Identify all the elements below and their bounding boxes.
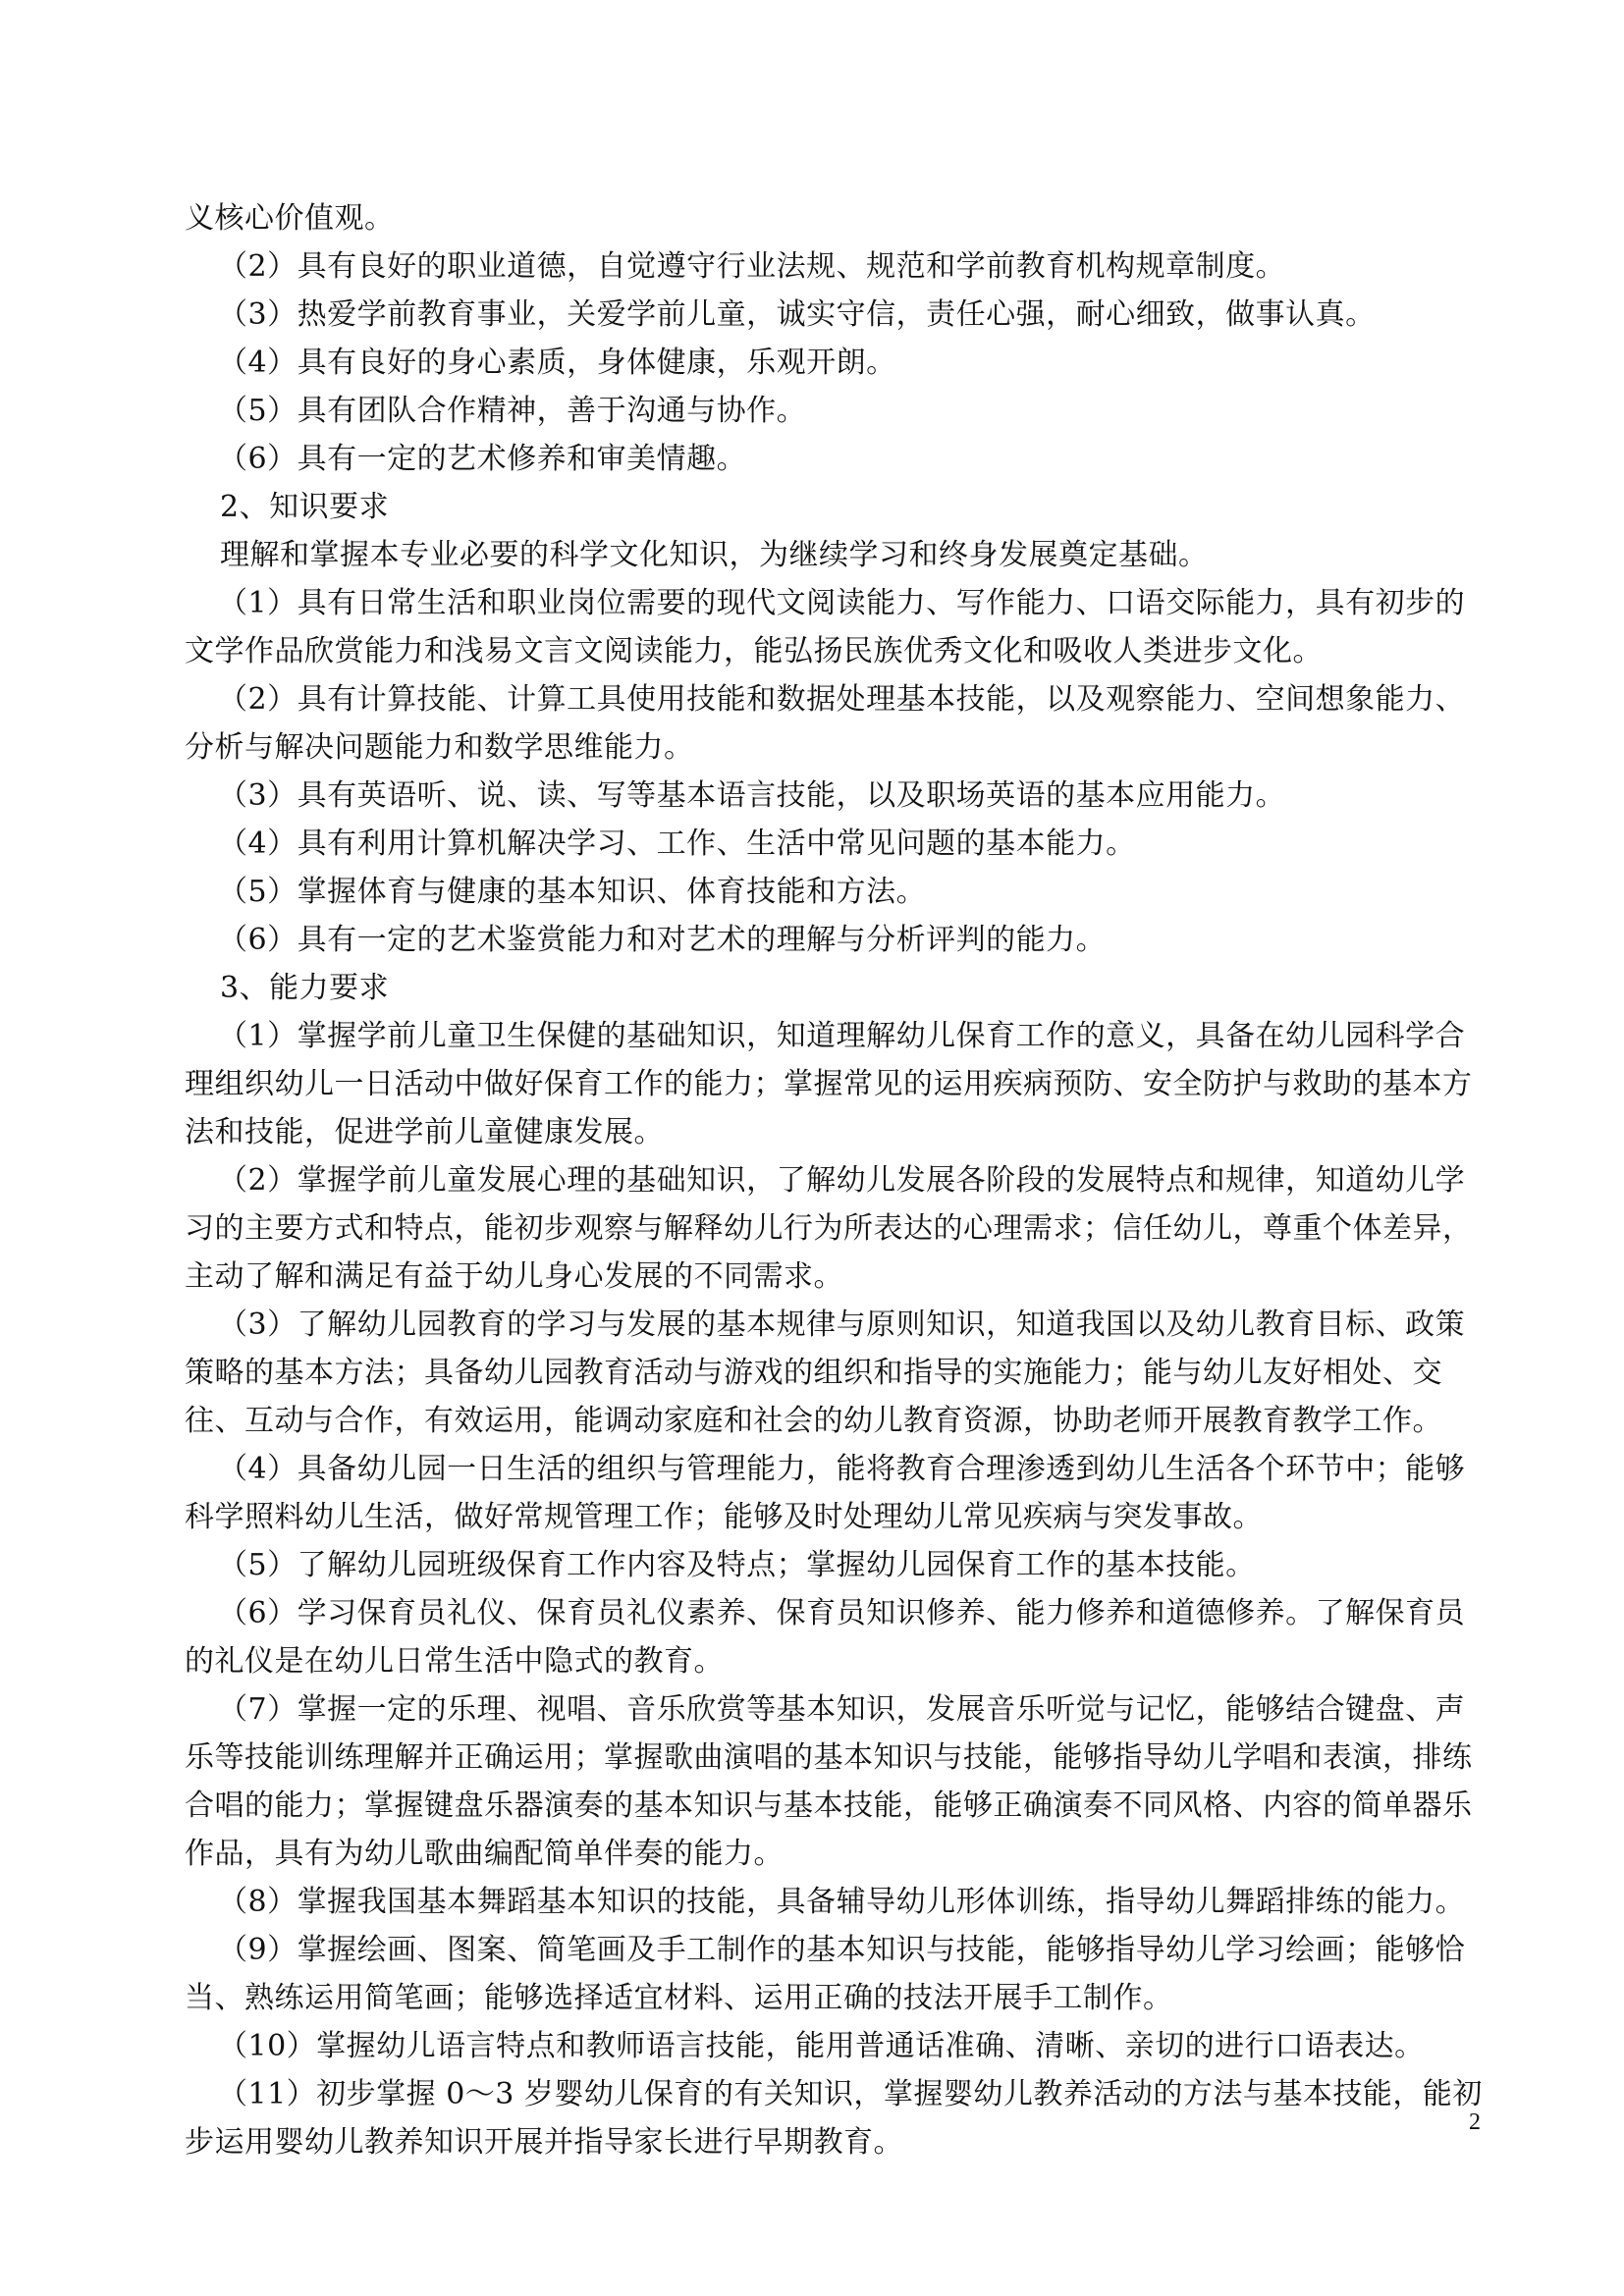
list-item: （4）具有利用计算机解决学习、工作、生活中常见问题的基本能力。 xyxy=(218,827,1136,861)
list-item: （1）掌握学前儿童卫生保健的基础知识，知道理解幼儿保育工作的意义，具备在幼儿园科学合理组织幼儿一日活动中做好保育工作的能力；掌握常见的运用疾病预防、安全防护与救助的基本方法和技能，促进学前儿童健康发展。 xyxy=(185,1019,1473,1149)
list-item: （4）具备幼儿园一日生活的组织与管理能力，能将教育合理渗透到幼儿生活各个环节中；能够科学照料幼儿生活，做好常规管理工作；能够及时处理幼儿常见疾病与突发事故。 xyxy=(185,1452,1466,1534)
section-heading-knowledge: 2、知识要求 xyxy=(220,490,390,524)
paragraph-continuation: 义核心价值观。 xyxy=(185,201,395,236)
list-item: （11）初步掌握 0～3 岁婴幼儿保育的有关知识，掌握婴幼儿教养活动的方法与基本技能，能初步运用婴幼儿教养知识开展并指导家长进行早期教育。 xyxy=(185,2077,1483,2160)
list-item: （1）具有日常生活和职业岗位需要的现代文阅读能力、写作能力、口语交际能力，具有初步的文学作品欣赏能力和浅易文言文阅读能力，能弘扬民族优秀文化和吸收人类进步文化。 xyxy=(185,586,1466,668)
list-item: （4）具有良好的身心素质，身体健康，乐观开朗。 xyxy=(218,346,896,380)
list-item: （5）具有团队合作精神，善于沟通与协作。 xyxy=(218,394,807,428)
document-body xyxy=(185,194,1490,2166)
list-item: （2）掌握学前儿童发展心理的基础知识，了解幼儿发展各阶段的发展特点和规律，知道幼儿学习的主要方式和特点，能初步观察与解释幼儿行为所表达的心理需求；信任幼儿，尊重个体差异，主动了解和满足有益于幼儿身心发展的不同需求。 xyxy=(185,1163,1473,1294)
list-item: （7）掌握一定的乐理、视唱、音乐欣赏等基本知识，发展音乐听觉与记忆，能够结合键盘、声乐等技能训练理解并正确运用；掌握歌曲演唱的基本知识与技能，能够指导幼儿学唱和表演，排练合唱的能力；掌握键盘乐器演奏的基本知识与基本技能，能够正确演奏不同风格、内容的简单器乐作品，具有为幼儿歌曲编配简单伴奏的能力。 xyxy=(185,1692,1473,1871)
section-heading-ability: 3、能力要求 xyxy=(220,971,390,1005)
list-item: （3）了解幼儿园教育的学习与发展的基本规律与原则知识，知道我国以及幼儿教育目标、政策策略的基本方法；具备幼儿园教育活动与游戏的组织和指导的实施能力；能与幼儿友好相处、交往、互动与合作，有效运用，能调动家庭和社会的幼儿教育资源，协助老师开展教育教学工作。 xyxy=(185,1308,1466,1438)
list-item: （2）具有良好的职业道德，自觉遵守行业法规、规范和学前教育机构规章制度。 xyxy=(218,249,1286,284)
section-intro: 理解和掌握本专业必要的科学文化知识，为继续学习和终身发展奠定基础。 xyxy=(220,538,1209,572)
list-item: （6）具有一定的艺术鉴赏能力和对艺术的理解与分析评判的能力。 xyxy=(218,923,1107,957)
list-item: （8）掌握我国基本舞蹈基本知识的技能，具备辅导幼儿形体训练，指导幼儿舞蹈排练的能力。 xyxy=(218,1885,1466,1919)
list-item: （5）了解幼儿园班级保育工作内容及特点；掌握幼儿园保育工作的基本技能。 xyxy=(218,1548,1256,1582)
list-item: （10）掌握幼儿语言特点和教师语言技能，能用普通话准确、清晰、亲切的进行口语表达。 xyxy=(218,2029,1425,2063)
list-item: （6）具有一定的艺术修养和审美情趣。 xyxy=(218,442,747,476)
list-item: （3）热爱学前教育事业，关爱学前儿童，诚实守信，责任心强，耐心细致，做事认真。 xyxy=(218,297,1376,332)
list-item: （6）学习保育员礼仪、保育员礼仪素养、保育员知识修养、能力修养和道德修养。了解保育员的礼仪是在幼儿日常生活中隐式的教育。 xyxy=(185,1596,1466,1679)
list-item: （9）掌握绘画、图案、简笔画及手工制作的基本知识与技能，能够指导幼儿学习绘画；能够恰当、熟练运用简笔画；能够选择适宜材料、运用正确的技法开展手工制作。 xyxy=(185,1933,1466,2015)
list-item: （3）具有英语听、说、读、写等基本语言技能，以及职场英语的基本应用能力。 xyxy=(218,778,1286,813)
page-number: 2 xyxy=(1469,2109,1481,2135)
list-item: （2）具有计算技能、计算工具使用技能和数据处理基本技能，以及观察能力、空间想象能力、分析与解决问题能力和数学思维能力。 xyxy=(185,682,1466,765)
list-item: （5）掌握体育与健康的基本知识、体育技能和方法。 xyxy=(218,875,927,909)
